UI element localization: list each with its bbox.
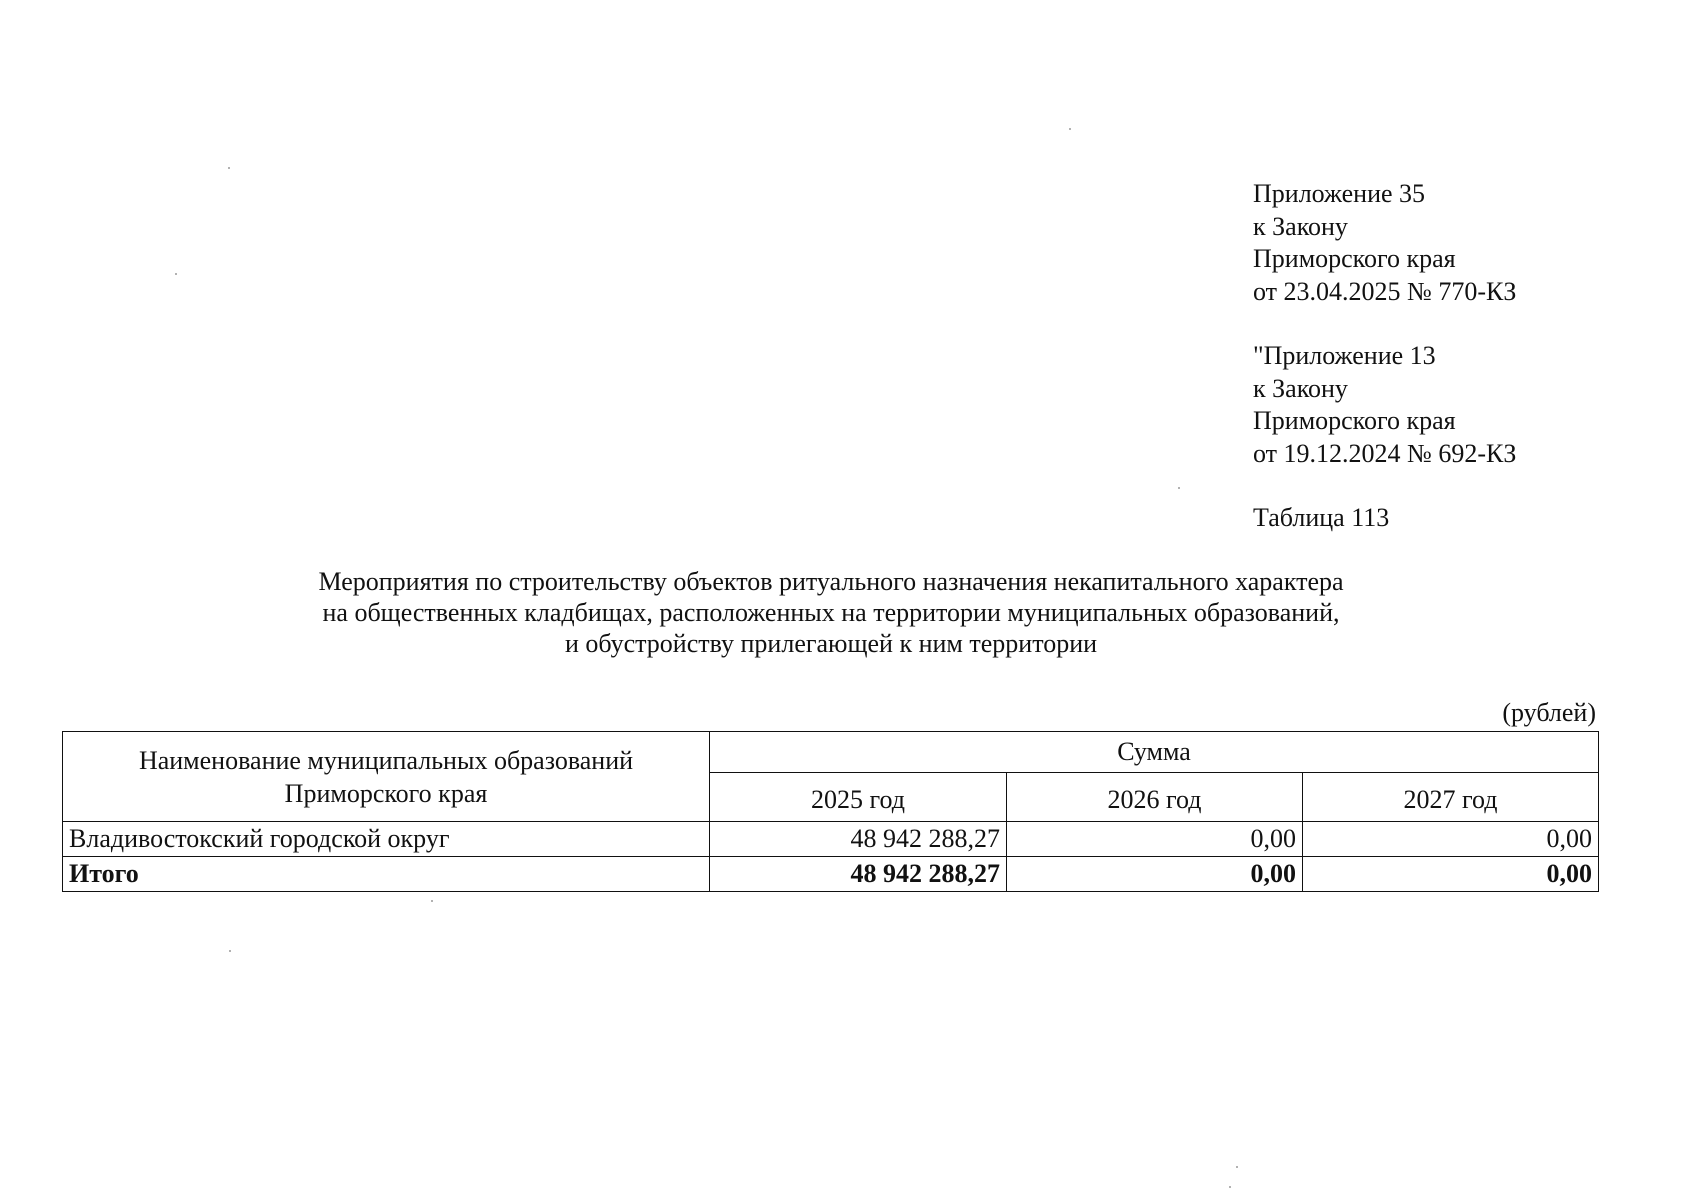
table-total-row <box>63 857 1599 892</box>
scan-speck <box>1069 128 1071 130</box>
amount-2025: 48 942 288,27 <box>710 822 1007 857</box>
table-header-row <box>63 732 1599 773</box>
appendix-line: от 23.04.2025 № 770-КЗ <box>1253 276 1517 306</box>
total-label: Итого <box>63 857 710 892</box>
appendix-line: "Приложение 13 <box>1253 341 1436 370</box>
scan-speck <box>229 950 231 952</box>
title-line: Мероприятия по строительству объектов ритуального назначения некапитального характера <box>318 567 1344 596</box>
total-2025: 48 942 288,27 <box>710 857 1007 892</box>
header-name-line: Приморского края <box>284 778 488 808</box>
total-2027: 0,00 <box>1303 857 1599 892</box>
appendix-reference-original <box>1253 340 1516 470</box>
header-year-2027: 2027 год <box>1303 773 1599 822</box>
appendix-line: Приморского края <box>1253 244 1456 273</box>
title-line: и обустройству прилегающей к ним территории <box>564 629 1098 658</box>
title-line: на общественных кладбищах, расположенных на территории муниципальных образований, <box>322 598 1340 627</box>
scan-speck <box>228 167 230 169</box>
appendix-line: Приложение 35 <box>1253 179 1426 208</box>
funding-table <box>62 731 1599 892</box>
document-title <box>160 566 1502 659</box>
scan-speck <box>175 273 177 275</box>
amount-2026: 0,00 <box>1007 822 1303 857</box>
header-name-line: Наименование муниципальных образований <box>138 745 634 775</box>
table-row <box>63 822 1599 857</box>
amount-2027: 0,00 <box>1303 822 1599 857</box>
scan-speck <box>1178 487 1180 489</box>
scan-speck <box>431 900 433 902</box>
scan-speck <box>1236 1166 1238 1168</box>
table-number: Таблица 113 <box>1253 503 1390 532</box>
header-year-2026: 2026 год <box>1007 773 1303 822</box>
appendix-line: Приморского края <box>1253 406 1456 435</box>
scan-speck <box>1229 1186 1231 1188</box>
municipality-name: Владивостокский городской округ <box>63 822 710 857</box>
header-municipality <box>63 732 710 822</box>
units-note: (рублей) <box>1502 698 1596 727</box>
header-year-2025: 2025 год <box>710 773 1007 822</box>
appendix-line: от 19.12.2024 № 692-КЗ <box>1253 438 1517 468</box>
appendix-line: к Закону <box>1253 373 1348 403</box>
appendix-reference-current <box>1253 178 1516 308</box>
header-sum: Сумма <box>710 732 1599 773</box>
appendix-line: к Закону <box>1253 211 1348 241</box>
total-2026: 0,00 <box>1007 857 1303 892</box>
